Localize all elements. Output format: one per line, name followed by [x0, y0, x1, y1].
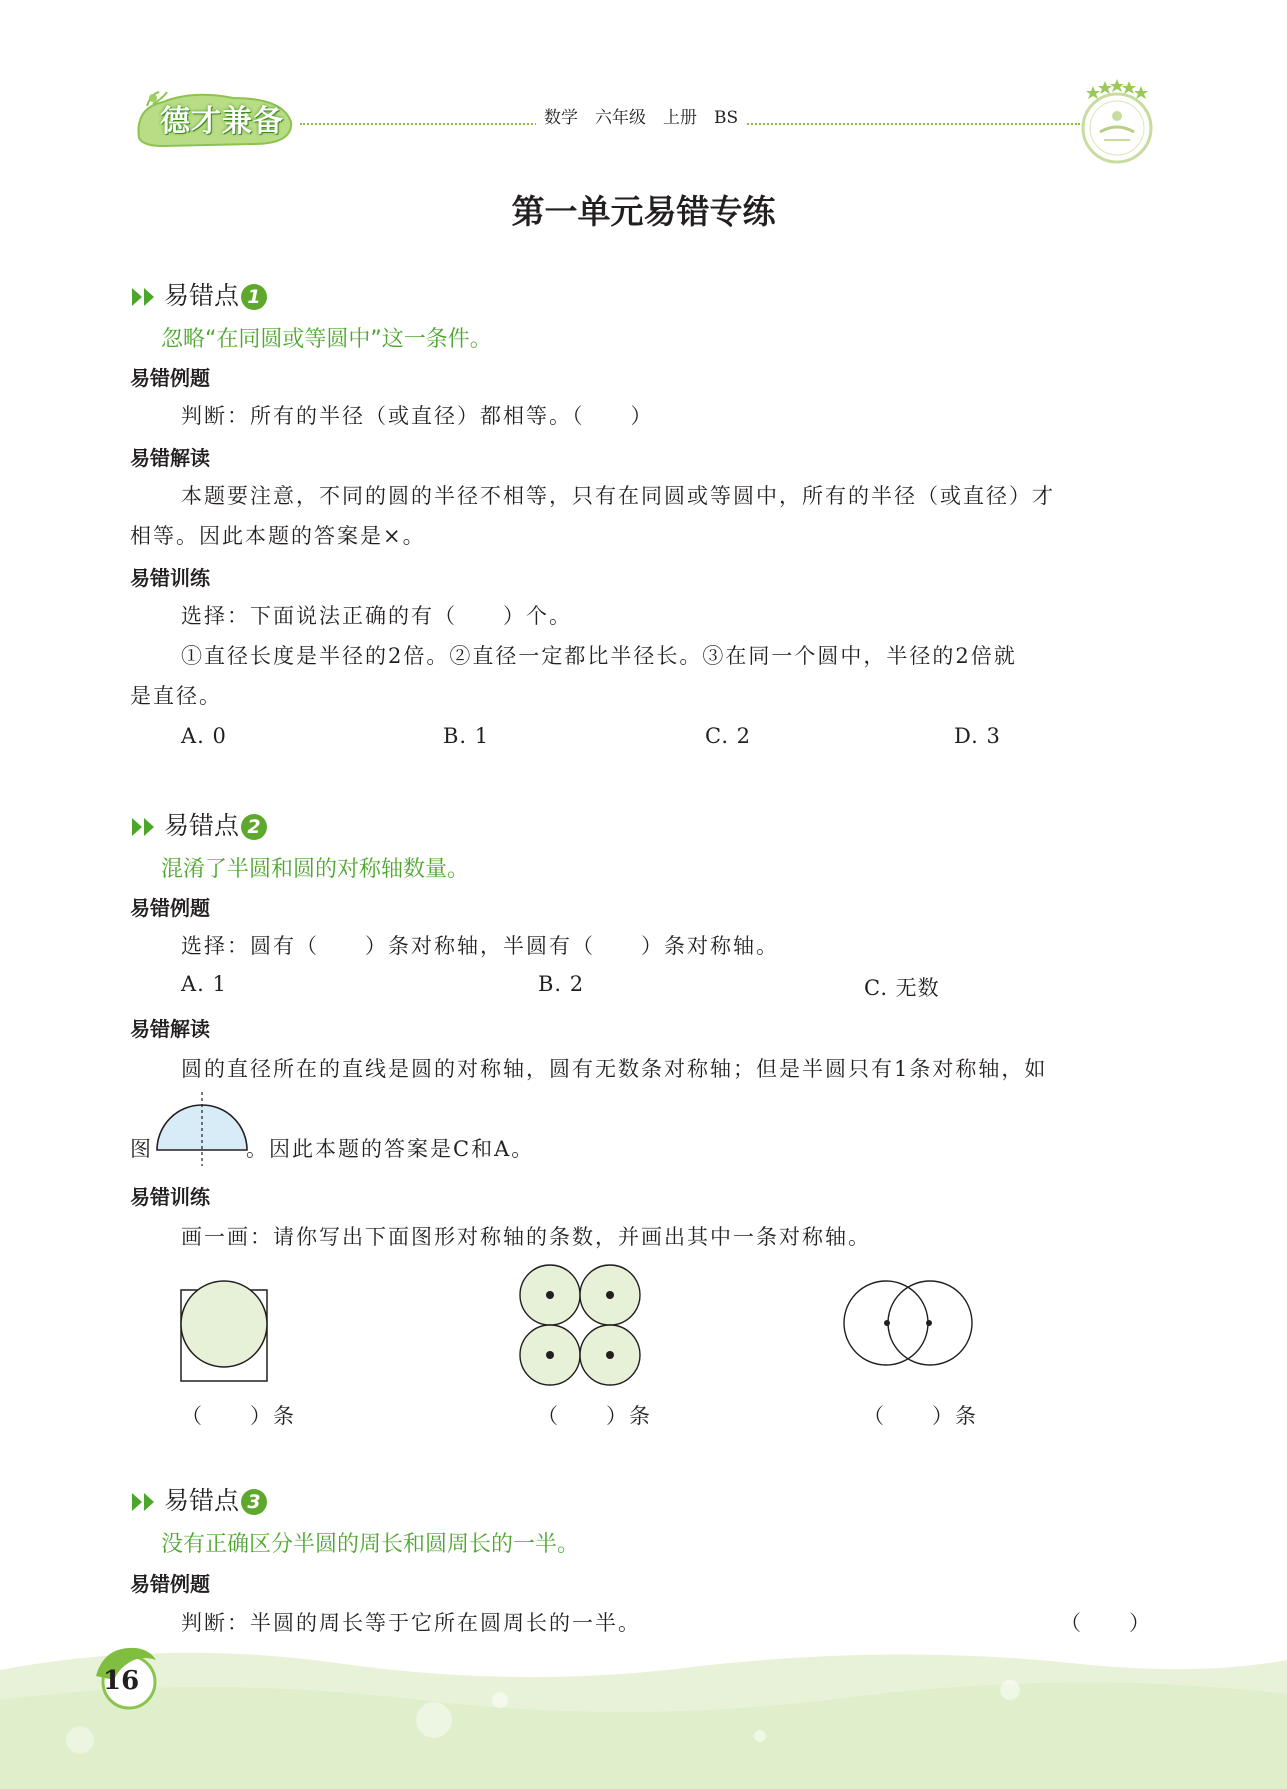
- page-number: 16: [103, 1666, 140, 1696]
- train-line: ①直径长度是半径的2倍。②直径一定都比半径长。③在同一个圆中，半径的2倍就: [181, 644, 1017, 668]
- brand-name: 德才兼备: [160, 104, 284, 139]
- page-title: 第一单元易错专练: [511, 192, 776, 231]
- option-b: B. 1: [443, 724, 490, 748]
- explain-line: 相等。因此本题的答案是×。: [130, 524, 426, 548]
- example-label: 易错例题: [130, 896, 210, 920]
- train-label: 易错训练: [130, 1185, 210, 1209]
- explain-prefix: 图: [130, 1137, 153, 1161]
- section-heading-text: 易错点: [164, 811, 240, 840]
- double-arrow-icon: [130, 286, 158, 308]
- option-a: A. 1: [181, 972, 227, 996]
- option-c: C. 2: [705, 724, 752, 748]
- footer-wave-background: [0, 1640, 1287, 1789]
- option-a: A. 0: [181, 724, 227, 748]
- example-text: 选择：圆有（ ）条对称轴，半圆有（ ）条对称轴。: [181, 934, 779, 958]
- header-title: 数学 六年级 上册 BS: [536, 103, 746, 128]
- explain-line: 圆的直径所在的直线是圆的对称轴，圆有无数条对称轴；但是半圆只有1条对称轴，如: [181, 1057, 1048, 1081]
- section-1-subtitle: 忽略“在同圆或等圆中”这一条件。: [161, 327, 492, 352]
- section-3-subtitle: 没有正确区分半圆的周长和圆周长的一半。: [161, 1532, 580, 1557]
- section-3-heading: [130, 1481, 267, 1517]
- section-1-heading: [130, 276, 267, 312]
- example-text: 判断：所有的半径（或直径）都相等。（ ）: [181, 404, 654, 428]
- section-2-heading: [130, 806, 267, 842]
- train-question: 选择：下面说法正确的有（ ）个。: [181, 604, 572, 628]
- section-heading-text: 易错点: [164, 281, 240, 310]
- semicircle-figure: [155, 1090, 249, 1168]
- answer-blank[interactable]: （ ）: [1060, 1611, 1152, 1635]
- answer-blank[interactable]: （ ）条: [863, 1404, 978, 1428]
- train-label: 易错训练: [130, 566, 210, 590]
- section-number-badge: 2: [241, 814, 267, 840]
- train-line: 是直径。: [130, 684, 222, 708]
- example-label: 易错例题: [130, 1572, 210, 1596]
- option-b: B. 2: [538, 972, 585, 996]
- answer-blank[interactable]: （ ）条: [537, 1404, 652, 1428]
- four-circles-figure: [517, 1262, 643, 1388]
- section-number-badge: 3: [241, 1489, 267, 1515]
- section-heading-text: 易错点: [164, 1486, 240, 1515]
- explain-suffix: 。因此本题的答案是C和A。: [246, 1137, 535, 1161]
- explain-line: 本题要注意，不同的圆的半径不相等，只有在同圆或等圆中，所有的半径（或直径）才: [181, 484, 1055, 508]
- double-arrow-icon: [130, 816, 158, 838]
- circle-in-square-figure: [178, 1278, 270, 1384]
- section-2-subtitle: 混淆了半圆和圆的对称轴数量。: [161, 857, 470, 882]
- overlapping-circles-figure: [843, 1278, 973, 1368]
- example-label: 易错例题: [130, 366, 210, 390]
- example-text: 判断：半圆的周长等于它所在圆周长的一半。: [181, 1611, 641, 1635]
- section-number-badge: 1: [241, 284, 267, 310]
- explain-label: 易错解读: [130, 1017, 210, 1041]
- double-arrow-icon: [130, 1491, 158, 1513]
- seal-logo-icon: [1076, 78, 1158, 166]
- explain-label: 易错解读: [130, 446, 210, 470]
- option-d: D. 3: [954, 724, 1001, 748]
- train-question: 画一画：请你写出下面图形对称轴的条数，并画出其中一条对称轴。: [181, 1225, 871, 1249]
- answer-blank[interactable]: （ ）条: [181, 1404, 296, 1428]
- option-c: C. 无数: [864, 976, 940, 1000]
